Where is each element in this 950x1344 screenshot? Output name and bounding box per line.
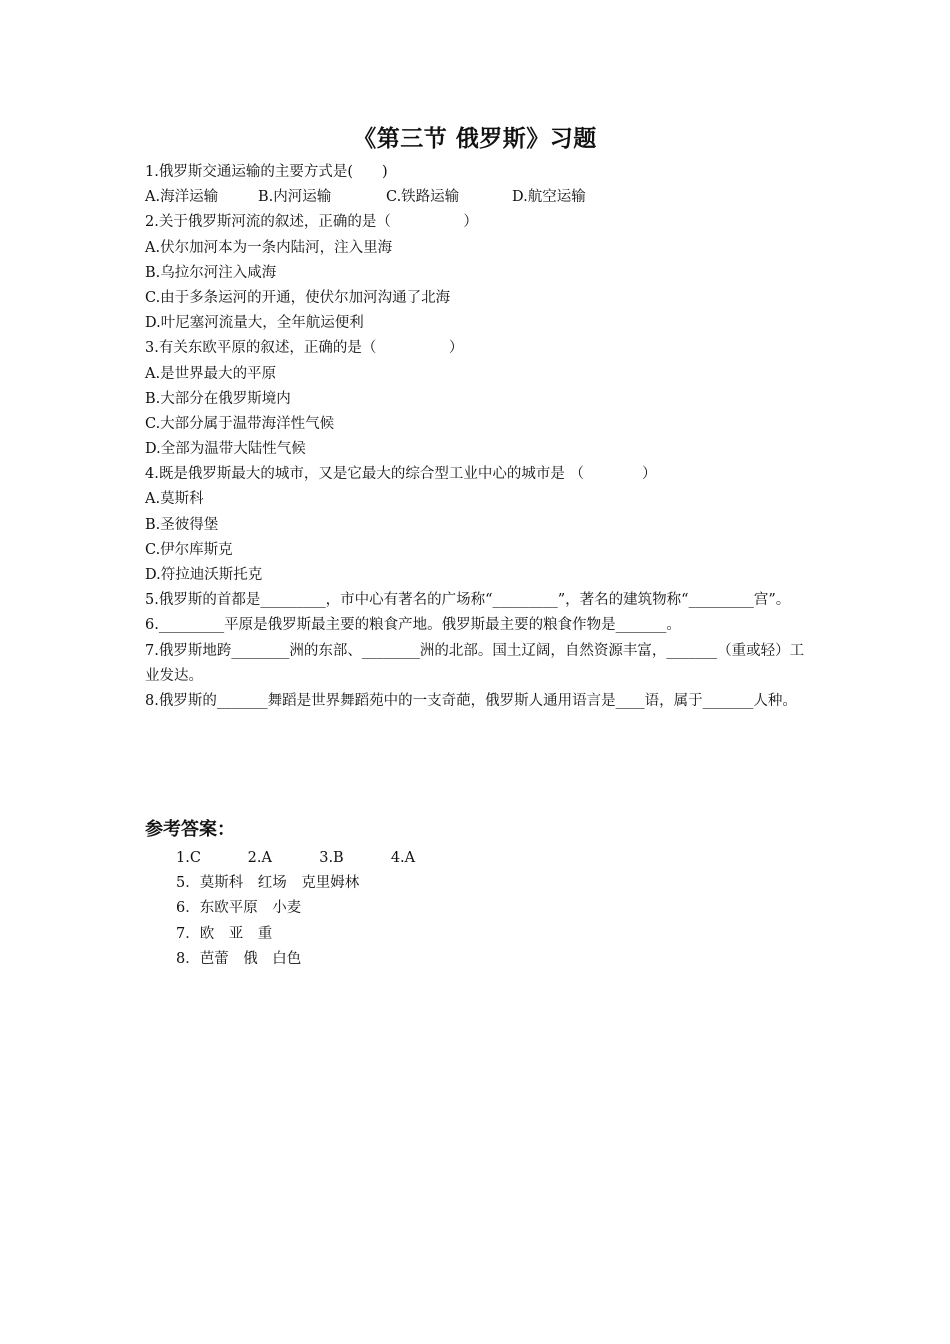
option-b: B.内河运输 — [258, 189, 332, 206]
option-d: D.全部为温带大陆性气候 — [145, 441, 306, 458]
question-6: 6._________平原是俄罗斯最主要的粮食产地。俄罗斯最主要的粮食作物是_______。 — [145, 617, 681, 634]
option-c: C.伊尔库斯克 — [145, 541, 233, 558]
option-a: A.莫斯科 — [145, 491, 204, 508]
answer-6: 6．东欧平原 小麦 — [176, 900, 302, 917]
answer-4: 4.A — [390, 850, 416, 866]
option-b: B.乌拉尔河注入咸海 — [145, 264, 277, 281]
option-c: C.铁路运输 — [386, 189, 460, 206]
option-a: A.伏尔加河本为一条内陆河，注入里海 — [145, 239, 393, 256]
answer-5: 5．莫斯科 红场 克里姆林 — [176, 875, 360, 892]
answer-3: 3.B — [319, 850, 344, 866]
answer-2: 2.A — [247, 850, 272, 866]
question-4-stem: 4.既是俄罗斯最大的城市，又是它最大的综合型工业中心的城市是 （ ） — [145, 466, 657, 483]
option-b: B.圣彼得堡 — [145, 516, 219, 533]
question-7: 7.俄罗斯地跨________洲的东部、________洲的北部。国土辽阔，自然资源丰富，_______（重或轻）工业发达。 — [145, 642, 805, 684]
option-d: D.航空运输 — [512, 189, 586, 206]
answer-1: 1.C — [176, 850, 201, 866]
answer-7: 7．欧 亚 重 — [176, 925, 273, 942]
answer-8: 8．芭蕾 俄 白色 — [176, 950, 302, 967]
answer-mc-row — [176, 846, 458, 871]
question-2-stem: 2.关于俄罗斯河流的叙述，正确的是（ ） — [145, 214, 478, 231]
question-list — [145, 160, 810, 714]
answers-heading: 参考答案： — [145, 819, 235, 840]
answer-key — [176, 846, 458, 972]
question-3-stem: 3.有关东欧平原的叙述，正确的是（ ） — [145, 340, 464, 357]
option-a: A.是世界最大的平原 — [145, 365, 277, 382]
option-a: A.海洋运输 — [145, 189, 219, 206]
option-d: D.符拉迪沃斯托克 — [145, 567, 263, 583]
question-1-stem: 1.俄罗斯交通运输的主要方式是( ) — [145, 164, 388, 180]
option-d: D.叶尼塞河流量大，全年航运便利 — [145, 315, 364, 332]
question-8: 8.俄罗斯的_______舞蹈是世界舞蹈苑中的一支奇葩，俄罗斯人通用语言是____语，属于_______人种。 — [145, 693, 797, 709]
question-1-options — [145, 185, 810, 210]
question-5: 5.俄罗斯的首都是_________，市中心有著名的广场称“_________”，著名的建筑物称“_________宫”。 — [145, 592, 791, 609]
option-c: C.大部分属于温带海洋性气候 — [145, 415, 335, 432]
option-c: C.由于多条运河的开通，使伏尔加河沟通了北海 — [145, 289, 451, 306]
page-title: 《第三节 俄罗斯》习题 — [353, 126, 597, 152]
option-b: B.大部分在俄罗斯境内 — [145, 390, 291, 407]
